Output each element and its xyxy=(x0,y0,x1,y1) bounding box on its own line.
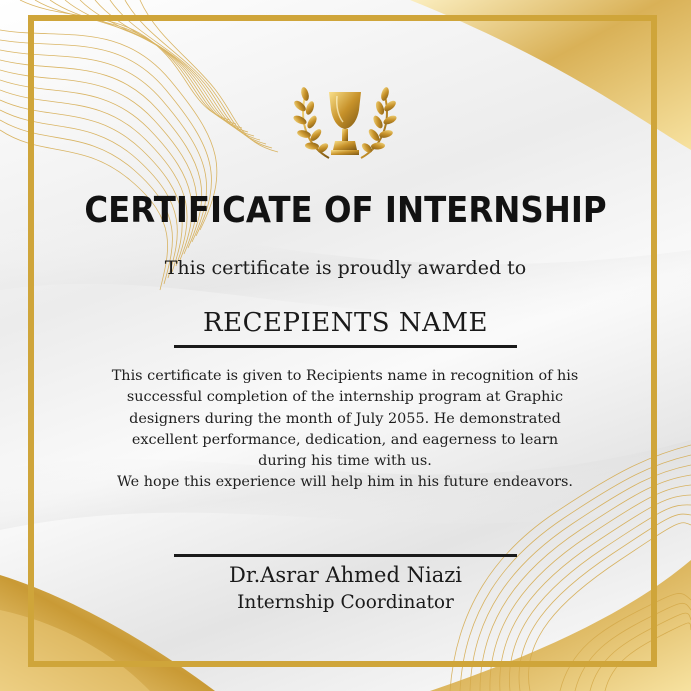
award-subtitle: This certificate is proudly awarded to xyxy=(164,257,527,279)
recipient-underline xyxy=(174,345,517,348)
signer-name: Dr.Asrar Ahmed Niazi xyxy=(229,563,462,587)
recipient-name: RECEPIENTS NAME xyxy=(203,308,488,338)
signer-title: Internship Coordinator xyxy=(237,592,454,613)
body-line: excellent performance, dedication, and eagerness to learn xyxy=(131,431,559,448)
body-line: This certificate is given to Recipients name in recognition of his xyxy=(111,368,579,384)
body-line: designers during the month of July 2055. He demonstrated xyxy=(129,410,561,427)
certificate-body xyxy=(80,366,610,494)
trophy-laurel-icon xyxy=(293,74,397,164)
body-line: successful completion of the internship program at Graphic xyxy=(126,389,564,406)
certificate-title: CERTIFICATE OF INTERNSHIP xyxy=(84,190,607,231)
signature-line xyxy=(174,554,517,557)
body-line: during his time with us. xyxy=(258,453,432,470)
body-line: We hope this experience will help him in his future endeavors. xyxy=(117,474,573,491)
